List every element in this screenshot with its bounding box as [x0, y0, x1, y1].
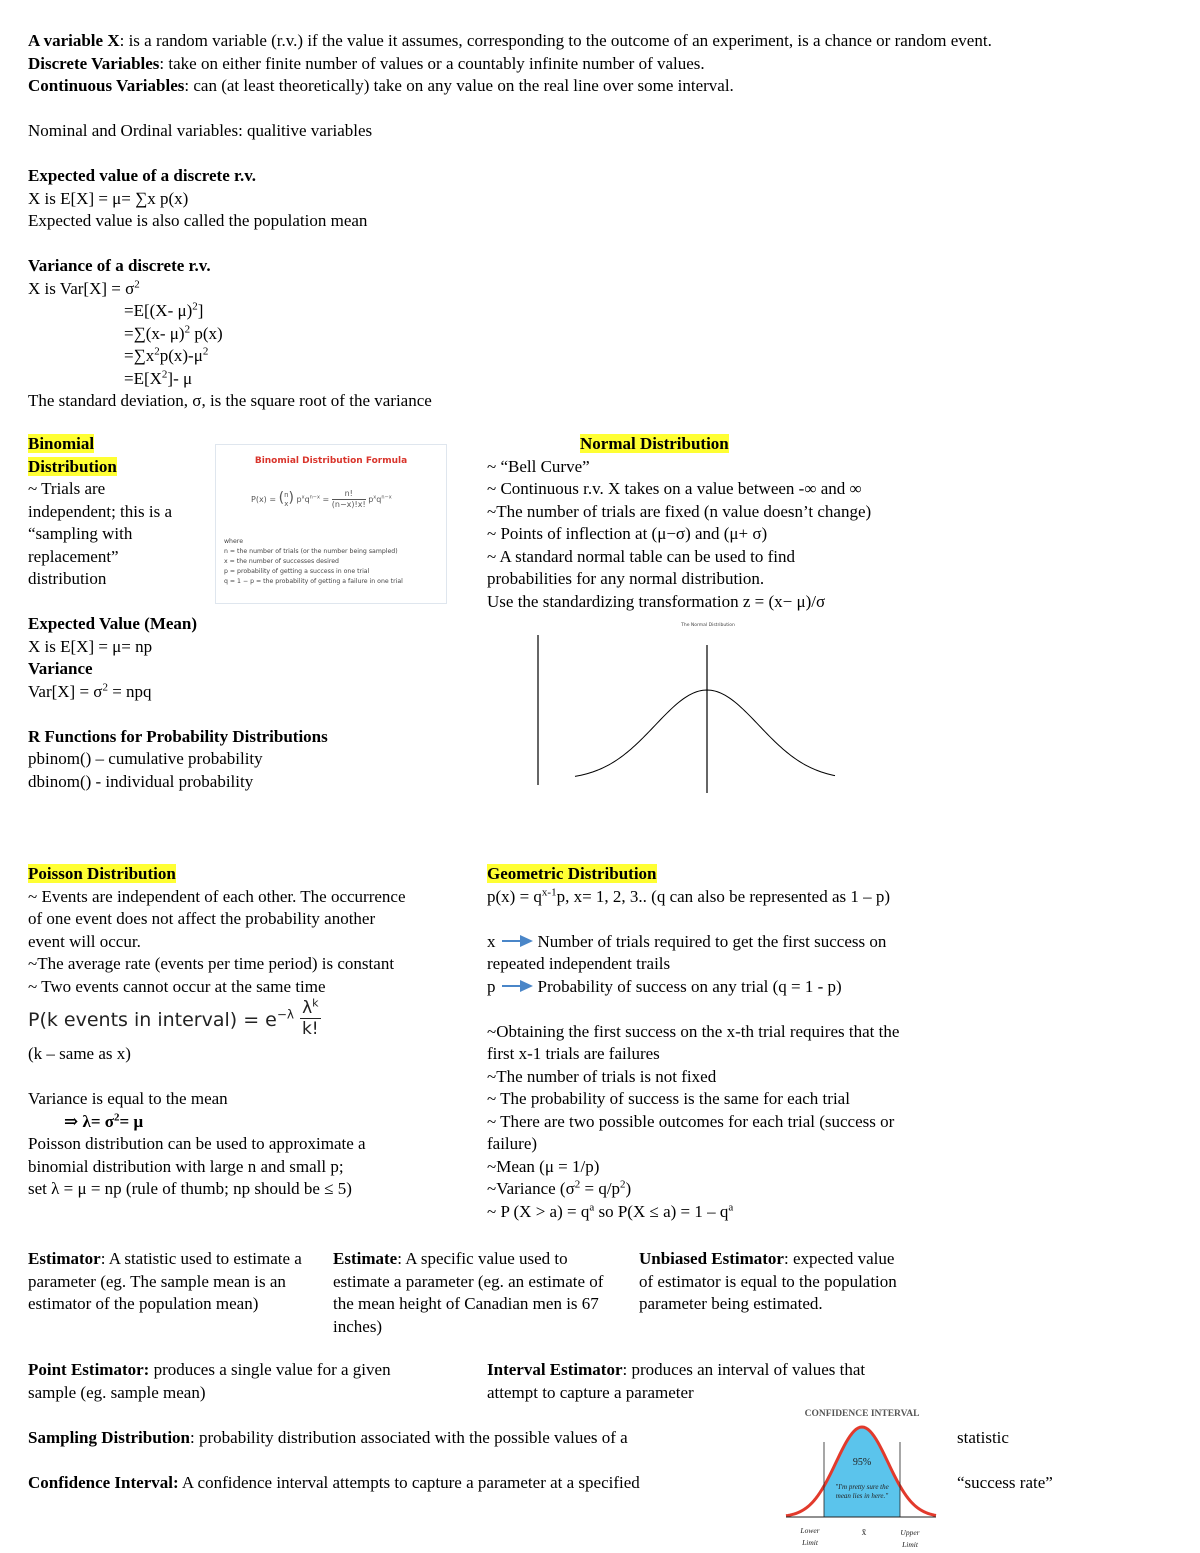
geometric-section: [487, 863, 899, 1223]
poisson-section: [28, 863, 406, 1201]
ci-lower-label-1: Lower: [800, 1526, 820, 1535]
bell-curve-chart: [520, 615, 900, 800]
variance-line-1: X is $Var[X] = \sigma^2$: [28, 277, 140, 298]
binomial-variance-heading: Variance: [28, 659, 93, 678]
binomial-desc-1: ~ Trials are: [28, 479, 106, 498]
binomial-title: Binomial: [28, 434, 95, 453]
variance-line-3: =∑(x- μ)$^2$ p(x): [124, 322, 223, 343]
poisson-approx-2: binomial distribution with large n and small p;: [28, 1156, 344, 1176]
normal-desc-2: ~ Continuous r.v. X takes on a value between -∞ and ∞: [487, 479, 862, 498]
std-deviation-note: The standard deviation, σ, is the square root of the variance: [28, 391, 432, 410]
bell-curve-caption: The Normal Distribution: [681, 623, 735, 628]
binomial-image-p: p = probability of getting a success in one trial: [224, 568, 370, 575]
sampling-distribution-definition: Sampling Distribution: probability distribution associated with the possible values of a: [28, 1428, 628, 1447]
geometric-desc-1: ~Obtaining the first success on the x-th trial requires that the: [487, 1021, 900, 1041]
r-functions-heading: R Functions for Probability Distributions: [28, 726, 328, 746]
ci-lower-label-2: Limit: [802, 1538, 818, 1547]
binomial-desc-5: distribution: [28, 569, 107, 588]
poisson-desc-4: ~The average rate (events per time period) is constant: [28, 954, 395, 973]
estimate-definition: Estimate: A specific value used to estimate a parameter (eg. an estimate of the mean height of Canadian men is 67 inches): [333, 1249, 604, 1336]
ci-xbar-label: x̄: [861, 1527, 867, 1537]
interval-estimator-definition: Interval Estimator: produces an interval of values that attempt to capture a parameter: [487, 1360, 866, 1402]
confidence-interval-definition: Confidence Interval: A confidence interval attempts to capture a parameter at a specified: [28, 1473, 640, 1492]
poisson-formula: P(k events in interval) = $e^{-\lambda}$ $\frac{\lambda^k}{k!}$: [28, 996, 319, 1039]
poisson-desc-3: event will occur.: [28, 931, 141, 951]
poisson-approx-3: set λ = μ = np (rule of thumb; np should be ≤ 5): [28, 1179, 352, 1198]
ci-shaded-area: [824, 1427, 900, 1517]
variance-line-4: $=\sum x^2p(x)-\mu^2$: [124, 345, 209, 365]
binomial-image-n: n = the number of trials (or the number being sampled): [224, 548, 398, 555]
binomial-desc-2: independent; this is a: [28, 501, 173, 521]
geometric-desc-5: ~ There are two possible outcomes for each trial (success or: [487, 1111, 895, 1131]
ci-quote-2: mean lies in here.": [835, 1492, 889, 1500]
expected-value-heading: Expected value of a discrete r.v.: [28, 166, 257, 185]
binomial-image-title: Binomial Distribution Formula: [254, 456, 408, 466]
poisson-variance-formula: ⇒ $\lambda= \sigma^2= \mu$: [64, 1110, 144, 1131]
ci-percent: 95%: [852, 1457, 872, 1468]
variance-line-2: =E[(X- μ)$^2$]: [124, 300, 204, 320]
normal-desc-7: Use the standardizing transformation z = (x− μ)/σ: [487, 591, 826, 611]
poisson-desc-1: ~ Events are independent of each other. The occurrence: [28, 886, 406, 906]
binomial-desc-4: replacement”: [28, 546, 119, 566]
ci-image-title: CONFIDENCE INTERVAL: [804, 1409, 920, 1419]
binomial-image-x: x = the number of successes desired: [224, 558, 339, 565]
geometric-desc-3: ~The number of trials is not fixed: [487, 1066, 717, 1086]
normal-desc-3: ~The number of trials are fixed (n value doesn’t change): [487, 501, 872, 521]
normal-desc-1: ~ “Bell Curve”: [487, 456, 590, 476]
geometric-desc-4: ~ The probability of success is the same for each trial: [487, 1089, 850, 1108]
expected-value-formula: X is E[X] = μ= ∑x p(x): [28, 188, 189, 208]
binomial-image-q: q = 1 − p = the probability of getting a failure in one trial: [224, 578, 403, 585]
normal-title: Normal Distribution: [580, 434, 729, 453]
sampling-distribution-tail: statistic: [957, 1428, 1009, 1447]
random-variable-definition: A variable X: is a random variable (r.v.) if the value it assumes, corresponding to the outcome of an experiment, is a chance or random event.: [28, 31, 992, 50]
geometric-pmf: $p(x) = q^{x-1}p$, x= 1, 2, 3.. (q can also be represented as 1 – p): [487, 885, 891, 906]
unbiased-estimator-definition: Unbiased Estimator: expected value of estimator is equal to the population parameter being estimated.: [639, 1249, 897, 1313]
geometric-x-definition-2: repeated independent trails: [487, 954, 671, 973]
poisson-variance-note: Variance is equal to the mean: [28, 1089, 228, 1108]
bell-curve-path: [575, 690, 835, 776]
binomial-desc-3: “sampling with: [28, 524, 133, 543]
confidence-interval-tail: “success rate”: [957, 1473, 1053, 1492]
binomial-title-2: Distribution: [28, 456, 117, 476]
nominal-ordinal-note: Nominal and Ordinal variables: qualitive variables: [28, 121, 373, 140]
arrow-right-icon: [500, 934, 534, 948]
ci-upper-label-1: Upper: [900, 1528, 920, 1537]
binomial-image-formula: P(x) = (n x) $p^xq^{n-x}$ = $\frac{n!}{(n-x)!x!}$ $p^xq^{n-x}$: [251, 489, 392, 509]
poisson-k-note: (k – same as x): [28, 1044, 131, 1063]
binomial-formula-image: [215, 444, 447, 604]
poisson-desc-5: ~ Two events cannot occur at the same time: [28, 976, 326, 996]
geometric-mean: ~Mean (μ = 1/p): [487, 1156, 600, 1176]
poisson-desc-2: of one event does not affect the probability another: [28, 909, 376, 928]
geometric-desc-2: first x-1 trials are failures: [487, 1044, 660, 1063]
confidence-interval-image: [780, 1402, 940, 1552]
point-estimator-definition: Point Estimator: produces a single value for a given sample (eg. sample mean): [28, 1360, 391, 1402]
geometric-title: Geometric Distribution: [487, 864, 657, 883]
variance-line-5: $=E[X^2]-$ μ: [124, 367, 193, 388]
normal-section: [487, 433, 871, 613]
geometric-desc-6: failure): [487, 1134, 538, 1153]
poisson-approx-1: Poisson distribution can be used to approximate a: [28, 1134, 366, 1153]
binomial-mean-formula: X is E[X] = μ= np: [28, 636, 153, 656]
intro-section: [28, 30, 992, 413]
binomial-mean-heading: Expected Value (Mean): [28, 614, 198, 633]
discrete-variable-definition: Discrete Variables: take on either finite number of values or a countably infinite number of values.: [28, 53, 705, 73]
geometric-p-definition: p Probability of success on any trial (q = 1 - p): [487, 976, 842, 996]
ci-quote-1: "I'm pretty sure the: [835, 1483, 889, 1491]
continuous-variable-definition: Continuous Variables: can (at least theoretically) take on any value on the real line over some interval.: [28, 76, 734, 95]
binomial-image-where: where: [224, 538, 244, 545]
geometric-variance: ~Variance $(\sigma^2 = q/p^2)$: [487, 1178, 632, 1198]
normal-desc-6: probabilities for any normal distribution.: [487, 569, 765, 588]
binomial-variance-formula: $Var[X] = \sigma^2$ = npq: [28, 680, 152, 701]
variance-heading: Variance of a discrete r.v.: [28, 256, 211, 275]
normal-desc-5: ~ A standard normal table can be used to find: [487, 546, 796, 566]
geometric-x-definition: x Number of trials required to get the first success on: [487, 931, 887, 951]
expected-value-note: Expected value is also called the population mean: [28, 211, 368, 230]
geometric-cdf: ~ P $(X > a) = q^a$ so $P(X \le a) = 1 - q^a$: [487, 1200, 734, 1221]
normal-desc-4: ~ Points of inflection at (μ−σ) and (μ+ σ): [487, 524, 768, 543]
r-function-dbinom: dbinom() - individual probability: [28, 771, 254, 791]
ci-upper-label-2: Limit: [902, 1540, 918, 1549]
estimator-definition: Estimator: A statistic used to estimate a parameter (eg. The sample mean is an estimator of the population mean): [28, 1249, 302, 1313]
poisson-title: Poisson Distribution: [28, 864, 176, 883]
arrow-right-icon: [500, 979, 534, 993]
r-function-pbinom: pbinom() – cumulative probability: [28, 749, 263, 768]
